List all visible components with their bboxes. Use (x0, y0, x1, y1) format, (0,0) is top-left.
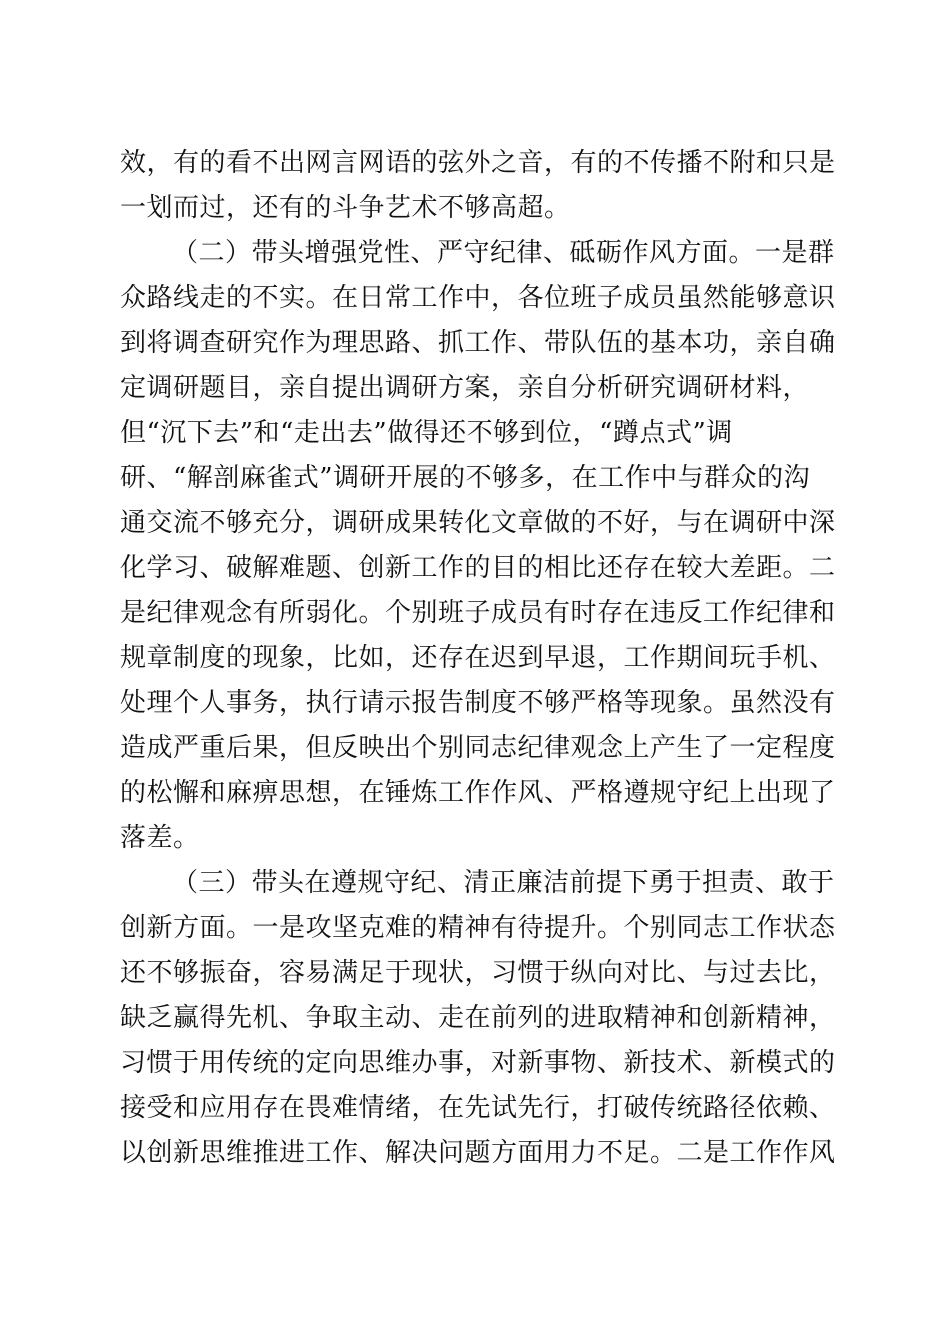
text-line: 定调研题目，亲自提出调研方案，亲自分析研究调研材料， (120, 373, 810, 403)
text-line: 的松懈和麻痹思想，在锤炼工作作风、严格遵规守纪上出现了 (120, 778, 836, 808)
text-line: 到将调查研究作为理思路、抓工作、带队伍的基本功，亲自确 (120, 328, 836, 358)
text-line: 造成严重后果，但反映出个别同志纪律观念上产生了一定程度 (120, 733, 836, 763)
text-line: 落差。 (120, 823, 200, 853)
text-line: 接受和应用存在畏难情绪，在先试先行，打破传统路径依赖、 (120, 1093, 836, 1123)
text-line: 通交流不够充分，调研成果转化文章做的不好，与在调研中深 (120, 508, 836, 538)
text-line: 处理个人事务，执行请示报告制度不够严格等现象。虽然没有 (120, 688, 836, 718)
text-line: 一划而过，还有的斗争艺术不够高超。 (120, 193, 571, 223)
text-line: 众路线走的不实。在日常工作中，各位班子成员虽然能够意识 (120, 283, 836, 313)
text-line: 但“沉下去”和“走出去”做得还不够到位，“蹲点式”调 (120, 418, 733, 448)
text-line: 创新方面。一是攻坚克难的精神有待提升。个别同志工作状态 (120, 913, 836, 943)
section-heading-3: （三）带头在遵规守纪、清正廉洁前提下勇于担责、敢于 (172, 868, 835, 898)
text-line: 还不够振奋，容易满足于现状，习惯于纵向对比、与过去比， (120, 958, 836, 988)
text-line: 研、“解剖麻雀式”调研开展的不够多，在工作中与群众的沟 (120, 463, 811, 493)
text-line: 规章制度的现象，比如，还存在迟到早退，工作期间玩手机、 (120, 643, 836, 673)
section-heading-2: （二）带头增强党性、严守纪律、砥砺作风方面。一是群 (172, 238, 835, 268)
text-line: 效，有的看不出网言网语的弦外之音，有的不传播不附和只是 (120, 148, 836, 178)
text-line: 习惯于用传统的定向思维办事，对新事物、新技术、新模式的 (120, 1048, 836, 1078)
text-line: 以创新思维推进工作、解决问题方面用力不足。二是工作作风 (120, 1138, 836, 1168)
text-line: 缺乏赢得先机、争取主动、走在前列的进取精神和创新精神， (120, 1003, 836, 1033)
text-line: 是纪律观念有所弱化。个别班子成员有时存在违反工作纪律和 (120, 598, 836, 628)
text-line: 化学习、破解难题、创新工作的目的相比还存在较大差距。二 (120, 553, 836, 583)
